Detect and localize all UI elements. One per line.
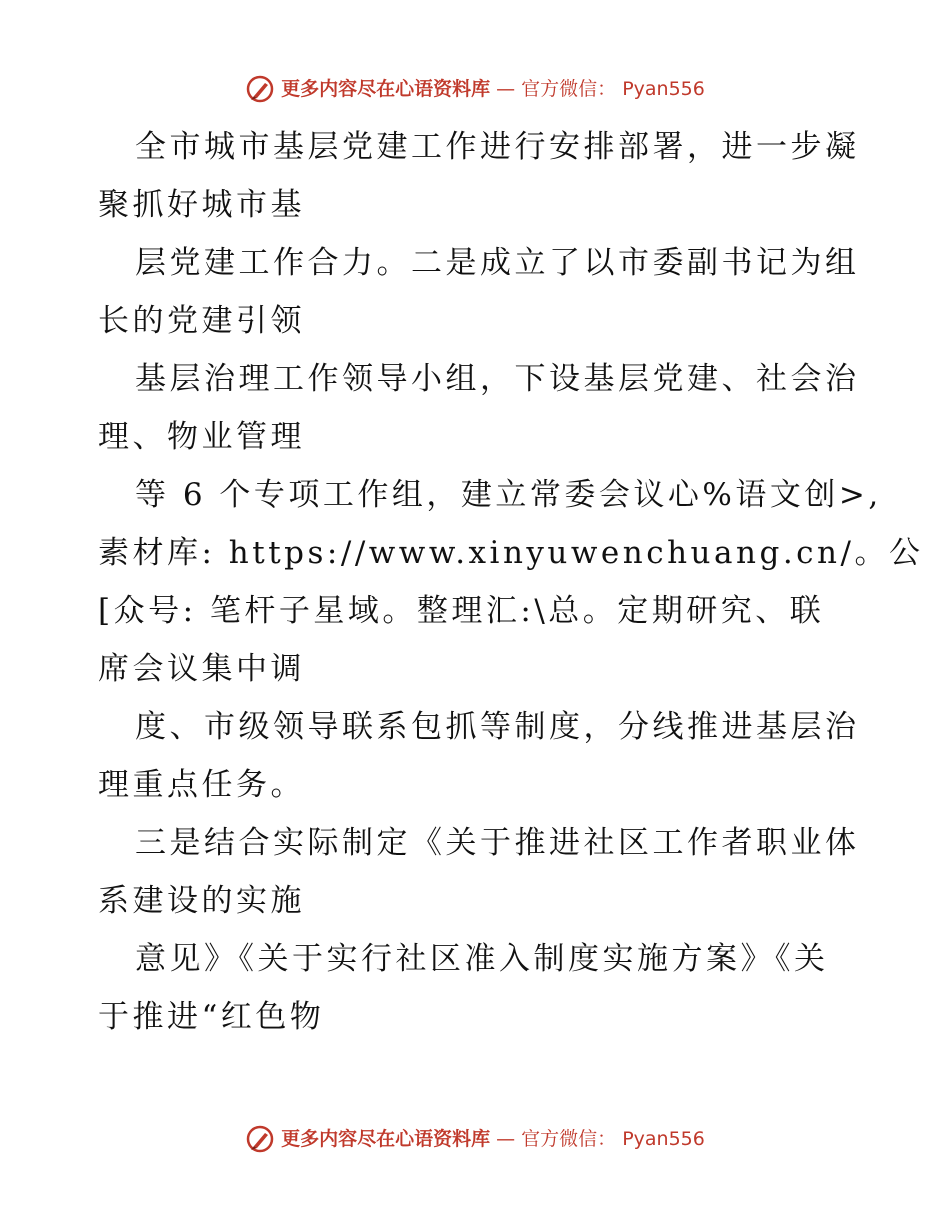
header-official-label: 官方微信： bbox=[521, 78, 617, 100]
body-line: 聚抓好城市基 bbox=[98, 187, 305, 223]
document-body bbox=[98, 118, 924, 1046]
body-line: 全市城市基层党建工作进行安排部署，进一步凝 bbox=[135, 129, 860, 165]
body-line: 基层治理工作领导小组，下设基层党建、社会治 bbox=[135, 361, 860, 397]
footer-wechat-id: Pyan556 bbox=[622, 1128, 705, 1150]
body-line: 三是结合实际制定《关于推进社区工作者职业体 bbox=[135, 825, 860, 861]
header-wechat-id: Pyan556 bbox=[622, 78, 705, 100]
body-line: 意见》《关于实行社区准入制度实施方案》《关 bbox=[135, 941, 829, 977]
footer-dash: — bbox=[496, 1128, 516, 1150]
pen-logo-icon bbox=[245, 74, 275, 104]
footer-banner bbox=[0, 1124, 950, 1154]
pen-logo-icon bbox=[245, 1124, 275, 1154]
body-line: 层党建工作合力。二是成立了以市委副书记为组 bbox=[135, 245, 860, 281]
header-dash: — bbox=[496, 78, 516, 100]
header-brand-text: 更多内容尽在心语资料库 bbox=[281, 78, 491, 100]
footer-official-label: 官方微信： bbox=[521, 1128, 617, 1150]
header-banner bbox=[0, 74, 950, 104]
body-line: 等 6 个专项工作组，建立常委会议心%语文创>, bbox=[135, 477, 882, 513]
body-line: 理重点任务。 bbox=[98, 767, 305, 803]
body-line: [众号: 笔杆子星域。整理汇:\总。定期研究、联 bbox=[98, 593, 825, 629]
body-line: 长的党建引领 bbox=[98, 303, 305, 339]
footer-brand-text: 更多内容尽在心语资料库 bbox=[281, 1128, 491, 1150]
body-line: 席会议集中调 bbox=[98, 651, 305, 687]
body-line: 素材库: https://www.xinyuwenchuang.cn/。公 bbox=[98, 535, 924, 571]
body-line: 度、市级领导联系包抓等制度，分线推进基层治 bbox=[135, 709, 860, 745]
body-line: 系建设的实施 bbox=[98, 883, 305, 919]
body-line: 于推进“红色物 bbox=[98, 999, 325, 1035]
body-line: 理、物业管理 bbox=[98, 419, 305, 455]
